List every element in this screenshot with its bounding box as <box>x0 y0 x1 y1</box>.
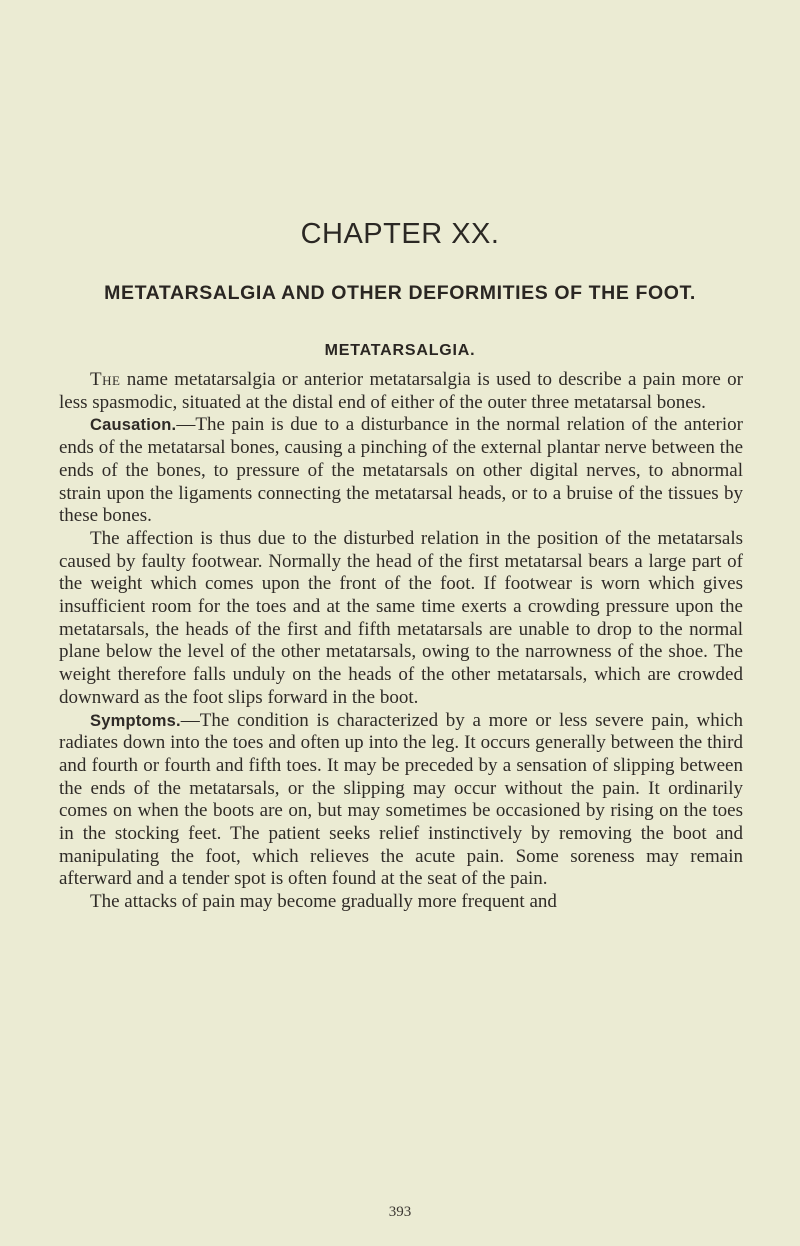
paragraph-definition <box>59 369 743 414</box>
paragraph-text: —The pain is due to a disturbance in the normal relation of the anterior ends of the metatarsal bones, causing a pinching of the external plantar nerve between the ends of the bones, to pressure of the metatarsals on other digital nerves, to abnormal strain upon the ligaments connecting the metatarsal heads, or to a bruise of the tissues by these bones. <box>59 414 743 527</box>
paragraph-text: The attacks of pain may become gradually more frequent and <box>90 891 557 913</box>
causation-heading: Causation. <box>90 416 177 435</box>
symptoms-heading: Symptoms. <box>90 711 181 730</box>
paragraph-text: name metatarsalgia or anterior metatarsalgia is used to describe a pain more or less spasmodic, situated at the distal end of either of the outer three metatarsal bones. <box>59 369 743 413</box>
section-heading: METATARSALGIA. <box>324 342 476 359</box>
paragraph-continued <box>59 891 743 914</box>
body-text <box>59 369 743 914</box>
paragraph-symptoms <box>59 710 743 892</box>
page-number: 393 <box>388 1204 412 1220</box>
chapter-title: METATARSALGIA AND OTHER DEFORMITIES OF THE FOOT. <box>104 282 696 304</box>
paragraph-text: The affection is thus due to the disturbed relation in the position of the metatarsals caused by faulty footwear. Normally the head of the first metatarsal bears a large part of the weight which comes upon the front of the foot. If footwear is worn which gives insufficient room for the toes and at the same time exerts a crowding pressure upon the metatarsals, the heads of the first and fifth metatarsals are unable to drop to the normal plane below the level of the other metatarsals, owing to the narrowness of the shoe. The weight therefore falls unduly on the heads of the other metatarsals, which are crowded downward as the foot slips forward in the boot. <box>59 527 743 708</box>
paragraph-lead-word: The <box>90 369 121 390</box>
chapter-heading: CHAPTER XX. <box>300 218 500 250</box>
paragraph-affection <box>59 528 743 710</box>
paragraph-text: —The condition is characterized by a more or less severe pain, which radiates down into the toes and often up into the leg. It occurs generally between the third and fourth or fourth and fifth toes. It may be preceded by a sensation of slipping between the ends of the metatarsals, or the slipping may occur without the pain. It ordinarily comes on when the boots are on, but may sometimes be occasioned by rising on the toes in the stocking feet. The patient seeks relief instinctively by removing the boot and manipulating the foot, which relieves the acute pain. Some soreness may remain afterward and a tender spot is often found at the seat of the pain. <box>59 709 743 890</box>
paragraph-causation <box>59 414 743 528</box>
